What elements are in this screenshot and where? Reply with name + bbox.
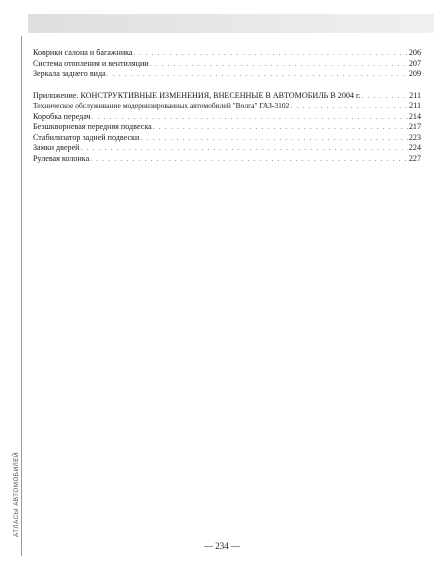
dot-leader	[107, 70, 408, 81]
series-caption: АТЛАСЫ АВТОМОБИЛЕЙ	[13, 451, 20, 537]
toc-entry-title: Техническое обслуживание модернизированных автомобилей "Волга" ГАЗ-3102	[33, 101, 290, 110]
toc-group-main	[33, 48, 421, 80]
toc-entry-title: Замки дверей	[33, 143, 80, 152]
toc-entry-title: Безшкворневая передняя подвеска	[33, 122, 152, 131]
dot-leader	[134, 49, 408, 60]
toc-entry-title: Приложение. КОНСТРУКТИВНЫЕ ИЗМЕНЕНИЯ, ВНЕСЕННЫЕ В АВТОМОБИЛЬ В 2004 г.	[33, 90, 361, 100]
margin-rule	[21, 36, 22, 556]
toc-entry[interactable]	[33, 59, 421, 70]
toc-entry-page: 214	[408, 111, 421, 121]
table-of-contents	[33, 48, 421, 175]
toc-entry[interactable]	[33, 143, 421, 154]
dot-leader	[290, 102, 408, 113]
toc-entry[interactable]	[33, 48, 421, 59]
toc-entry-page: 217	[408, 122, 421, 131]
dot-leader	[153, 123, 408, 134]
toc-entry[interactable]	[33, 133, 421, 144]
toc-group-appendix	[33, 91, 421, 165]
toc-entry-title: Система отопления и вентиляции	[33, 58, 149, 68]
dot-leader	[140, 134, 408, 145]
toc-entry[interactable]	[33, 122, 421, 133]
toc-entry-page: 223	[408, 132, 421, 142]
toc-entry-page: 211	[409, 101, 421, 110]
toc-entry-title: Коврики салона и багажника	[33, 48, 133, 57]
toc-entry-title: Стабилизатор задней подвески	[33, 132, 140, 142]
toc-entry-page: 224	[408, 143, 421, 152]
toc-entry[interactable]	[33, 101, 421, 112]
dot-leader	[81, 144, 408, 155]
toc-entry[interactable]	[33, 69, 421, 80]
dot-leader	[90, 155, 408, 166]
toc-entry-page: 211	[409, 90, 421, 100]
toc-entry-page: 207	[408, 58, 421, 68]
dot-leader	[150, 60, 408, 71]
toc-entry[interactable]	[33, 91, 421, 102]
toc-entry[interactable]	[33, 112, 421, 123]
toc-entry-title: Коробка передач	[33, 111, 91, 121]
page-number: — 234 —	[204, 541, 240, 551]
toc-entry-page: 227	[408, 153, 421, 163]
header-band	[28, 14, 434, 33]
toc-entry-title: Рулевая колонка	[33, 153, 90, 163]
dot-leader	[361, 92, 408, 103]
toc-entry-page: 206	[408, 48, 421, 57]
toc-entry[interactable]	[33, 154, 421, 165]
toc-entry-page: 209	[408, 69, 421, 78]
toc-entry-title: Зеркала заднего вида	[33, 69, 106, 78]
